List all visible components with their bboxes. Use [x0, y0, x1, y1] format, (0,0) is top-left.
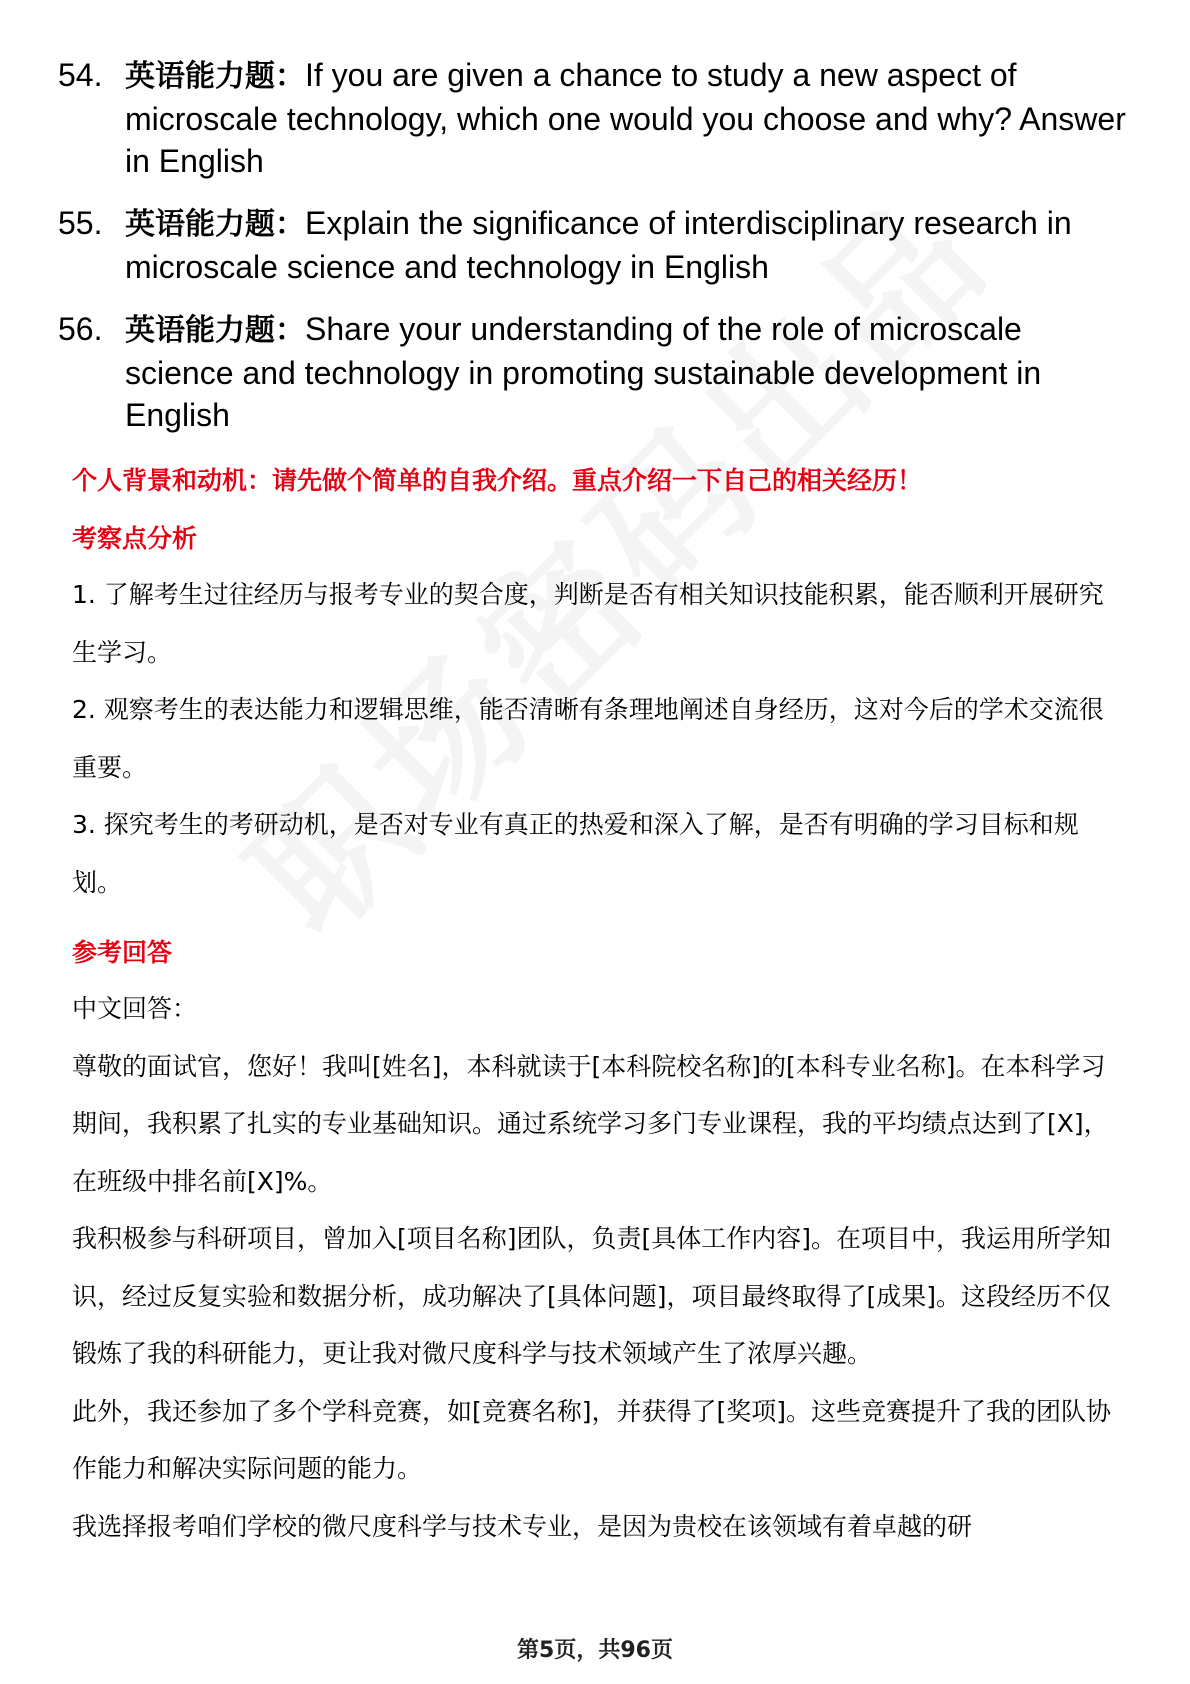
question-text: Explain the significance of interdisciplinary research in microscale science and technology in English [125, 205, 1072, 285]
question-list [58, 54, 1128, 456]
analysis-point: 1. 了解考生过往经历与报考专业的契合度，判断是否有相关知识技能积累，能否顺利开展研究生学习。 [72, 580, 1104, 667]
analysis-point: 3. 探究考生的考研动机，是否对专业有真正的热爱和深入了解，是否有明确的学习目标和规划。 [72, 810, 1079, 897]
question-item [58, 54, 1128, 182]
question-text: Share your understanding of the role of microscale science and technology in promoting sustainable development in English [125, 311, 1042, 433]
answer-paragraph: 此外，我还参加了多个学科竞赛，如[竞赛名称]，并获得了[奖项]。这些竞赛提升了我的团队协作能力和解决实际问题的能力。 [72, 1396, 1112, 1483]
answer-label: 中文回答： [72, 994, 198, 1023]
question-number: 56. [58, 311, 103, 347]
analysis-heading: 考察点分析 [72, 524, 198, 553]
question-item [58, 202, 1128, 288]
question-body [125, 308, 1128, 436]
analysis-points [72, 566, 1122, 911]
analysis-point: 2. 观察考生的表达能力和逻辑思维，能否清晰有条理地阐述自身经历，这对今后的学术交流很重要。 [72, 695, 1104, 782]
reference-answer-body [72, 980, 1122, 1555]
question-item [58, 308, 1128, 436]
question-tag: 英语能力题： [125, 59, 305, 94]
question-number: 55. [58, 205, 103, 241]
intro-question-heading: 个人背景和动机：请先做个简单的自我介绍。重点介绍一下自己的相关经历！ [72, 466, 923, 495]
reference-answer-heading: 参考回答 [72, 938, 173, 967]
question-tag: 英语能力题： [125, 207, 305, 242]
answer-paragraph: 尊敬的面试官，您好！我叫[姓名]，本科就读于[本科院校名称]的[本科专业名称]。在本科学习期间，我积累了扎实的专业基础知识。通过系统学习多门专业课程，我的平均绩点达到了[X]，在班级中排名前[X]%。 [72, 1051, 1109, 1196]
question-text: If you are given a chance to study a new aspect of microscale technology, which one would you choose and why? Answer in English [125, 57, 1126, 179]
answer-paragraph: 我选择报考咱们学校的微尺度科学与技术专业，是因为贵校在该领域有着卓越的研 [72, 1511, 973, 1541]
question-number: 54. [58, 57, 103, 93]
page-footer: 第5页，共96页 [517, 1638, 673, 1663]
question-body [125, 54, 1128, 182]
question-tag: 英语能力题： [125, 313, 305, 348]
question-body [125, 202, 1128, 288]
answer-paragraph: 我积极参与科研项目，曾加入[项目名称]团队，负责[具体工作内容]。在项目中，我运用所学知识，经过反复实验和数据分析，成功解决了[具体问题]，项目最终取得了[成果]。这段经历不仅锻炼了我的科研能力，更让我对微尺度科学与技术领域产生了浓厚兴趣。 [72, 1224, 1112, 1368]
